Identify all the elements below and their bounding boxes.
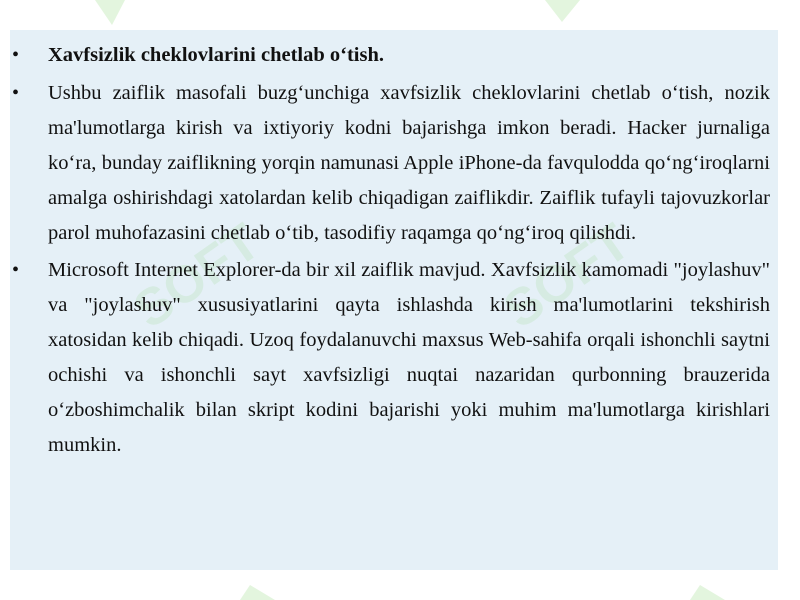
bullet-dot: • — [12, 82, 20, 104]
bullet-paragraph-text: Microsoft Internet Explorer-da bir xil zaiflik mavjud. Xavfsizlik kamomadi "joylashuv" va "joylashuv" xususiyatlarini qayta ishlashda kirish ma'lumotlarini tekshirish xatosidan kelib chiqadi. Uzoq foydalanuvchi maxsus Web-sahifa orqali ishonchli saytni ochishi va ishonchli sayt xavfsizligi nuqtai nazaridan qurbonning brauzerida o‘zboshimchalik bilan skript kodini bajarishi yoki muhim ma'lumotlarga kirishlari mumkin. — [48, 259, 770, 456]
bullet-list — [12, 38, 770, 464]
bullet-heading-text: Xavfsizlik cheklovlarini chetlab o‘tish. — [48, 44, 384, 66]
bullet-paragraph-iphone — [12, 76, 770, 251]
bullet-dot: • — [12, 259, 20, 281]
bullet-paragraph-text: Ushbu zaiflik masofali buzg‘unchiga xavfsizlik cheklovlarini chetlab o‘tish, nozik ma'lumotlarga kirish va ixtiyoriy kodni bajarishga imkon beradi. Hacker jurnaliga ko‘ra, bunday zaiflikning yorqin namunasi Apple iPhone-da favqulodda qo‘ng‘iroqlarni amalga oshirishdagi xatolardan kelib chiqadigan zaiflikdir. Zaiflik tufayli tajovuzkorlar parol muhofazasini chetlab o‘tib, tasodifiy raqamga qo‘ng‘iroq qilishdi. — [48, 82, 770, 244]
bullet-dot: • — [12, 44, 20, 66]
bullet-heading — [12, 38, 770, 73]
bullet-paragraph-ie — [12, 253, 770, 463]
